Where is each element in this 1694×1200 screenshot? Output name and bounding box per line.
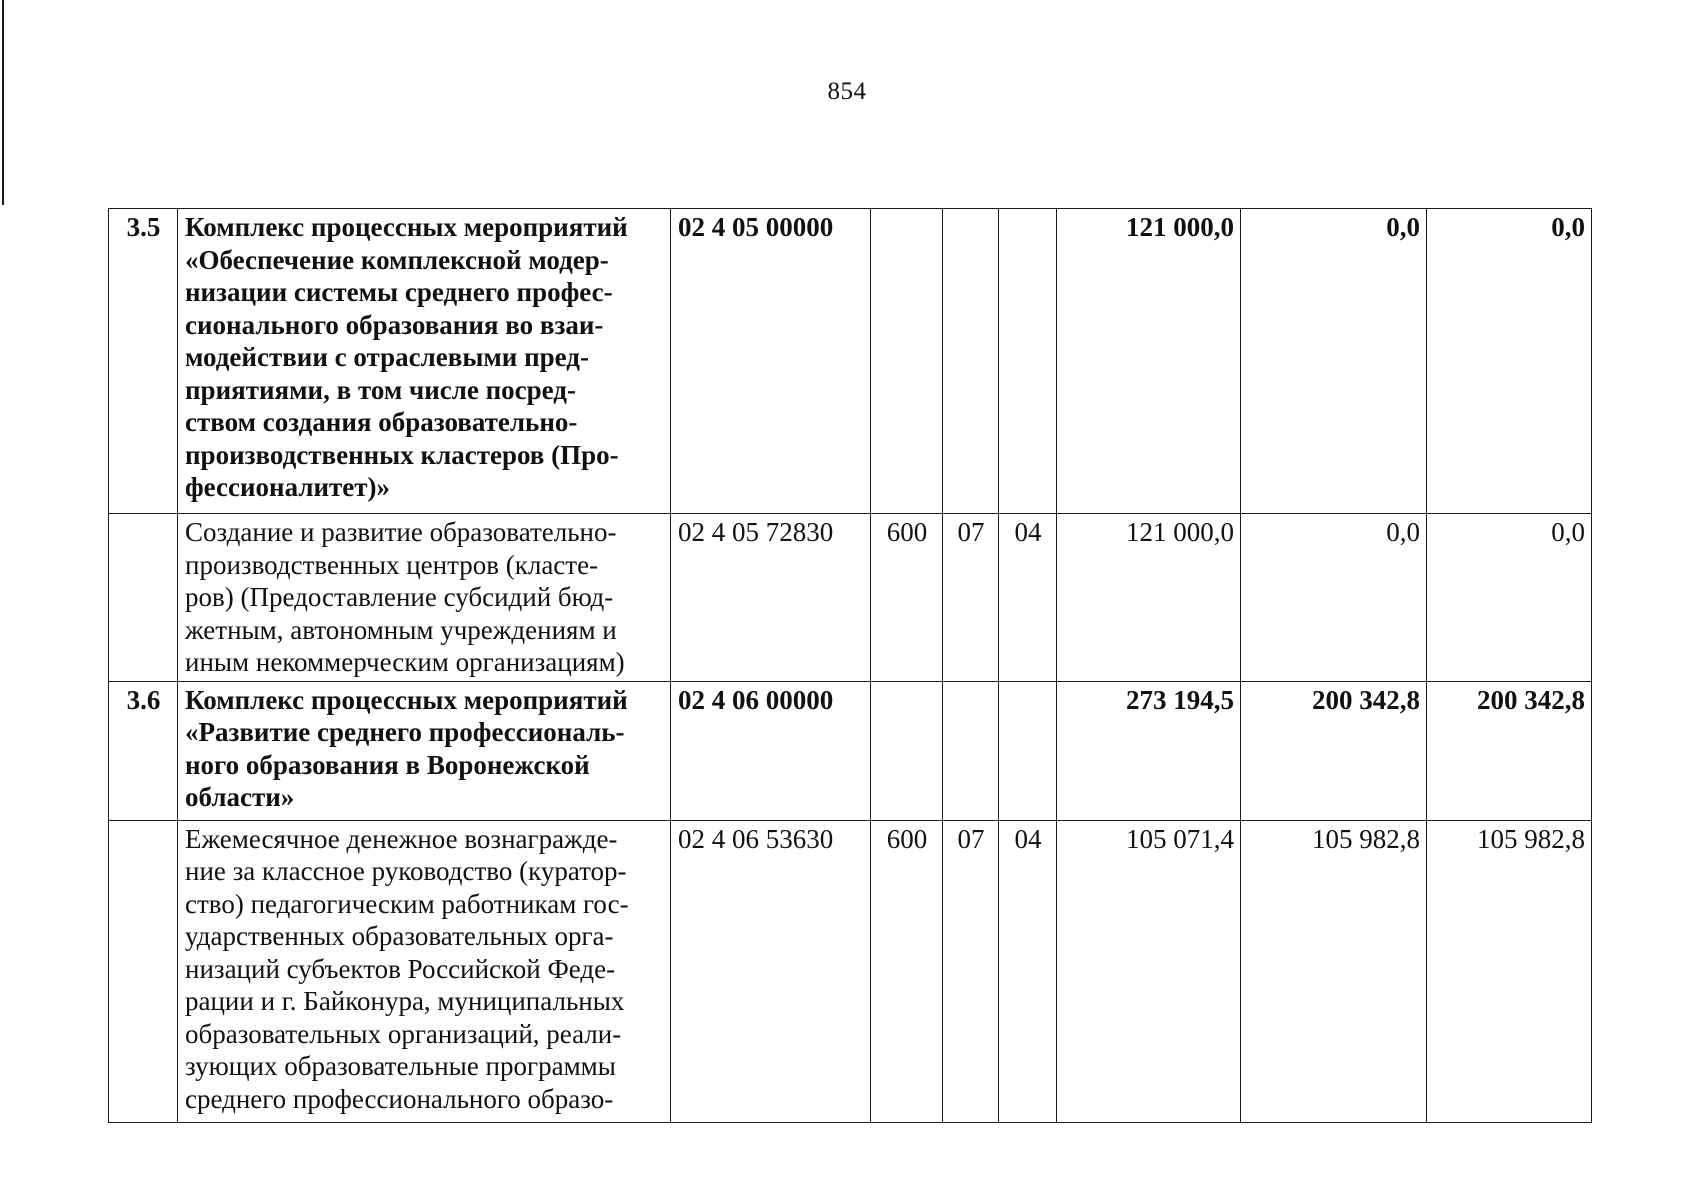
name-line: фессионалитет)» <box>185 472 391 502</box>
name-line: низаций субъектов Российской Феде- <box>185 953 616 984</box>
name-line: области» <box>185 782 295 812</box>
table-row <box>109 514 1592 682</box>
name-line: жетным, автономным учреждениям и <box>185 614 617 645</box>
row-number <box>109 514 178 682</box>
target-code: 02 4 06 00000 <box>671 681 871 820</box>
table-row <box>109 209 1592 514</box>
name-line: «Развитие среднего профессиональ- <box>185 717 625 747</box>
name-line: низации системы среднего профес- <box>185 277 613 307</box>
name-line: образовательных организаций, реали- <box>185 1018 622 1049</box>
target-code: 02 4 05 72830 <box>671 514 871 682</box>
name-line: модействии с отраслевыми пред- <box>185 342 589 372</box>
name-line: зующих образовательные программы <box>185 1051 616 1081</box>
name-line: ударственных образовательных орга- <box>185 921 614 951</box>
name-line: Ежемесячное денежное вознагражде- <box>185 823 618 854</box>
name-line: приятиями, в том числе посред- <box>185 374 576 405</box>
subsection-code <box>999 681 1057 820</box>
name-line: ного образования в Воронежской <box>185 749 590 780</box>
amount-year-3: 0,0 <box>1427 209 1592 514</box>
name-line: производственных кластеров (Про- <box>185 439 619 470</box>
amount-year-3: 105 982,8 <box>1427 820 1592 1122</box>
row-name <box>178 820 671 1122</box>
row-number: 3.6 <box>109 681 178 820</box>
name-line: производственных центров (класте- <box>185 549 599 580</box>
amount-year-2: 105 982,8 <box>1241 820 1427 1122</box>
target-code: 02 4 05 00000 <box>671 209 871 514</box>
row-number <box>109 820 178 1122</box>
expense-type: 600 <box>871 820 943 1122</box>
amount-year-2: 200 342,8 <box>1241 681 1427 820</box>
name-line: Комплекс процессных мероприятий <box>185 212 628 242</box>
expense-type: 600 <box>871 514 943 682</box>
row-name <box>178 514 671 682</box>
name-line: ров) (Предоставление субсидий бюд- <box>185 582 614 612</box>
section-code <box>943 209 999 514</box>
section-code: 07 <box>943 820 999 1122</box>
name-line: рации и г. Байконура, муниципальных <box>185 986 625 1016</box>
name-line: Комплекс процессных мероприятий <box>185 684 628 715</box>
row-number: 3.5 <box>109 209 178 514</box>
row-name <box>178 209 671 514</box>
name-line: иным некоммерческим организациям) <box>185 647 625 677</box>
name-line: ством создания образовательно- <box>185 407 578 437</box>
name-line: ство) педагогическим работникам гос- <box>185 888 629 919</box>
amount-year-1: 105 071,4 <box>1057 820 1241 1122</box>
amount-year-1: 273 194,5 <box>1057 681 1241 820</box>
page-number: 854 <box>827 78 867 105</box>
amount-year-3: 0,0 <box>1427 514 1592 682</box>
subsection-code <box>999 209 1057 514</box>
name-line: среднего профессионального образо- <box>185 1083 614 1114</box>
amount-year-1: 121 000,0 <box>1057 209 1241 514</box>
target-code: 02 4 06 53630 <box>671 820 871 1122</box>
table-row <box>109 820 1592 1122</box>
amount-year-2: 0,0 <box>1241 209 1427 514</box>
amount-year-1: 121 000,0 <box>1057 514 1241 682</box>
expense-type <box>871 681 943 820</box>
expense-type <box>871 209 943 514</box>
subsection-code: 04 <box>999 514 1057 682</box>
subsection-code: 04 <box>999 820 1057 1122</box>
name-line: «Обеспечение комплексной модер- <box>185 244 609 275</box>
amount-year-3: 200 342,8 <box>1427 681 1592 820</box>
budget-table <box>108 208 1592 1123</box>
amount-year-2: 0,0 <box>1241 514 1427 682</box>
row-name <box>178 681 671 820</box>
name-line: сионального образования во взаи- <box>185 309 604 340</box>
section-code <box>943 681 999 820</box>
name-line: Создание и развитие образовательно- <box>185 517 617 547</box>
table-row <box>109 681 1592 820</box>
name-line: ние за классное руководство (куратор- <box>185 856 627 886</box>
section-code: 07 <box>943 514 999 682</box>
